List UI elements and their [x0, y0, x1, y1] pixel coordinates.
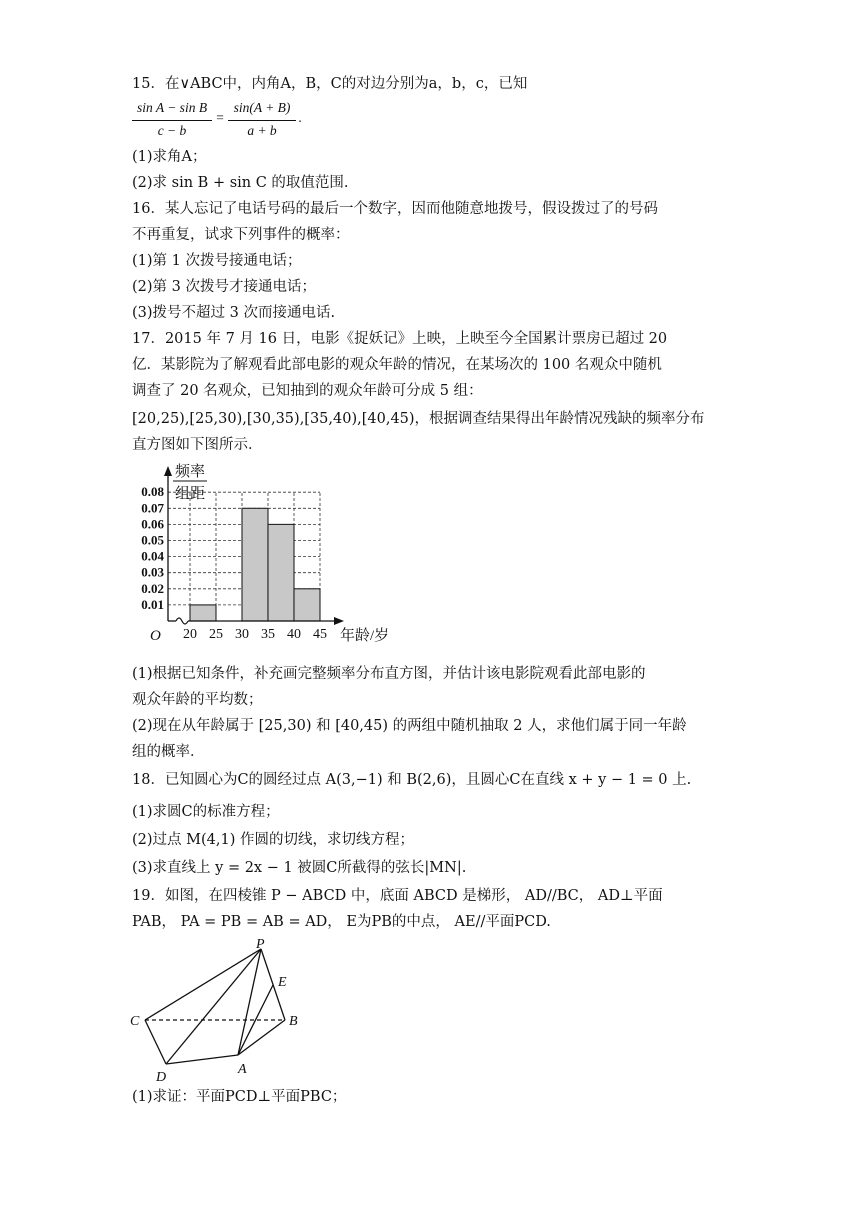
q17-line2: 亿．某影院为了解观看此部电影的观众年龄的情况，在某场次的 100 名观众中随机	[132, 357, 662, 373]
q17-line3: 调查了 20 名观众，已知抽到的观众年龄可分成 5 组：	[132, 383, 483, 399]
q15-part2: (2)求 sin B + sin C 的取值范围.	[132, 175, 349, 191]
q17-line4: [20,25),[25,30),[30,35),[35,40),[40,45)，根据调查结果得出年龄情况残缺的频率分布	[132, 411, 705, 427]
q16-part1: (1)第 1 次拨号接通电话；	[132, 253, 302, 269]
q17-line1: 17．2015 年 7 月 16 日，电影《捉妖记》上映，上映至今全国累计票房已超过 20	[132, 331, 668, 347]
q15-frac-left-den: c − b	[157, 123, 187, 138]
y-tick-label: 0.02	[141, 580, 164, 596]
histogram-bar	[190, 605, 216, 621]
x-tick-label: 45	[313, 627, 327, 642]
y-tick-label: 0.07	[141, 500, 164, 516]
q15-frac-left-bar	[132, 120, 212, 121]
label-A: A	[238, 1062, 247, 1077]
q16-part3: (3)拨号不超过 3 次而接通电话.	[132, 305, 336, 321]
q18-part1: (1)求圆C的标准方程；	[132, 804, 280, 820]
y-tick-label: 0.03	[141, 564, 164, 580]
q17-part2-line2: 组的概率．	[132, 744, 205, 760]
histogram-bars	[190, 508, 320, 621]
pyramid-figure	[120, 935, 320, 1085]
q17-part1-line2: 观众年龄的平均数；	[132, 692, 263, 708]
histogram-bar	[268, 524, 294, 621]
x-axis-arrow	[334, 617, 344, 625]
q15-part1: (1)求角A；	[132, 149, 207, 165]
origin-label: O	[150, 628, 161, 644]
histogram-bar	[294, 589, 320, 621]
y-tick-label: 0.05	[141, 532, 164, 548]
label-E: E	[278, 975, 287, 990]
q15-frac-right-bar	[228, 120, 296, 121]
label-D: D	[156, 1070, 167, 1085]
y-tick-label: 0.08	[141, 484, 164, 500]
edge-PC	[145, 949, 261, 1020]
q15-line1: 15．在∨ABC中，内角A，B，C的对边分别为a，b，c，已知	[132, 76, 528, 92]
q17-line5: 直方图如下图所示．	[132, 437, 263, 453]
q19-line1: 19．如图，在四棱锥 P − ABCD 中，底面 ABCD 是梯形， AD//BC， AD⊥平面	[132, 888, 663, 904]
y-tick-label: 0.06	[141, 516, 164, 532]
label-C: C	[130, 1014, 140, 1029]
x-axis-break	[176, 618, 188, 624]
frequency-histogram	[120, 458, 410, 658]
x-tick-label: 35	[261, 627, 275, 642]
q15-frac-right-num: sin(A + B)	[233, 100, 291, 115]
y-axis-label-den: 组距	[174, 486, 206, 502]
q16-part2: (2)第 3 次拨号才接通电话；	[132, 279, 316, 295]
q15-equals: =	[216, 110, 224, 125]
q15-period: .	[298, 110, 302, 125]
y-axis-arrow	[164, 466, 172, 476]
x-tick-label: 30	[235, 627, 249, 642]
q16-line2: 不再重复，试求下列事件的概率：	[132, 227, 350, 243]
q19-line2: PAB， PA = PB = AB = AD， E为PB的中点， AE//平面PCD.	[132, 914, 551, 930]
edge-DA	[166, 1055, 238, 1064]
q15-frac-left-num: sin A − sin B	[136, 100, 208, 115]
q17-part1-line1: (1)根据已知条件，补充画完整频率分布直方图，并估计该电影院观看此部电影的	[132, 666, 646, 682]
edge-PA	[238, 949, 261, 1055]
q16-line1: 16．某人忘记了电话号码的最后一个数字，因而他随意地拨号，假设拨过了的号码	[132, 201, 658, 217]
x-tick-label: 25	[209, 627, 223, 642]
label-B: B	[289, 1014, 298, 1029]
label-P: P	[256, 937, 265, 952]
q15-frac-right-den: a + b	[247, 123, 277, 138]
histogram-bar	[242, 508, 268, 621]
x-axis-label: 年龄/岁	[340, 628, 390, 644]
x-tick-label: 40	[287, 627, 301, 642]
y-tick-label: 0.04	[141, 548, 164, 564]
y-tick-label: 0.01	[141, 596, 164, 612]
y-axis-label-num: 频率	[174, 464, 206, 480]
edge-PD	[166, 949, 261, 1064]
q19-part1: (1)求证：平面PCD⊥平面PBC；	[132, 1089, 347, 1105]
q18-part2: (2)过点 M(4,1) 作圆的切线，求切线方程；	[132, 832, 414, 848]
q18-part3: (3)求直线上 y = 2x − 1 被圆C所截得的弦长|MN|.	[132, 860, 467, 876]
edge-CD	[145, 1020, 166, 1064]
q18-line1: 18．已知圆心为C的圆经过点 A(3,−1) 和 B(2,6)，且圆心C在直线 x + y − 1 = 0 上.	[132, 772, 692, 788]
x-tick-label: 20	[183, 627, 197, 642]
q17-part2-line1: (2)现在从年龄属于 [25,30) 和 [40,45) 的两组中随机抽取 2 人，求他们属于同一年龄	[132, 718, 687, 734]
